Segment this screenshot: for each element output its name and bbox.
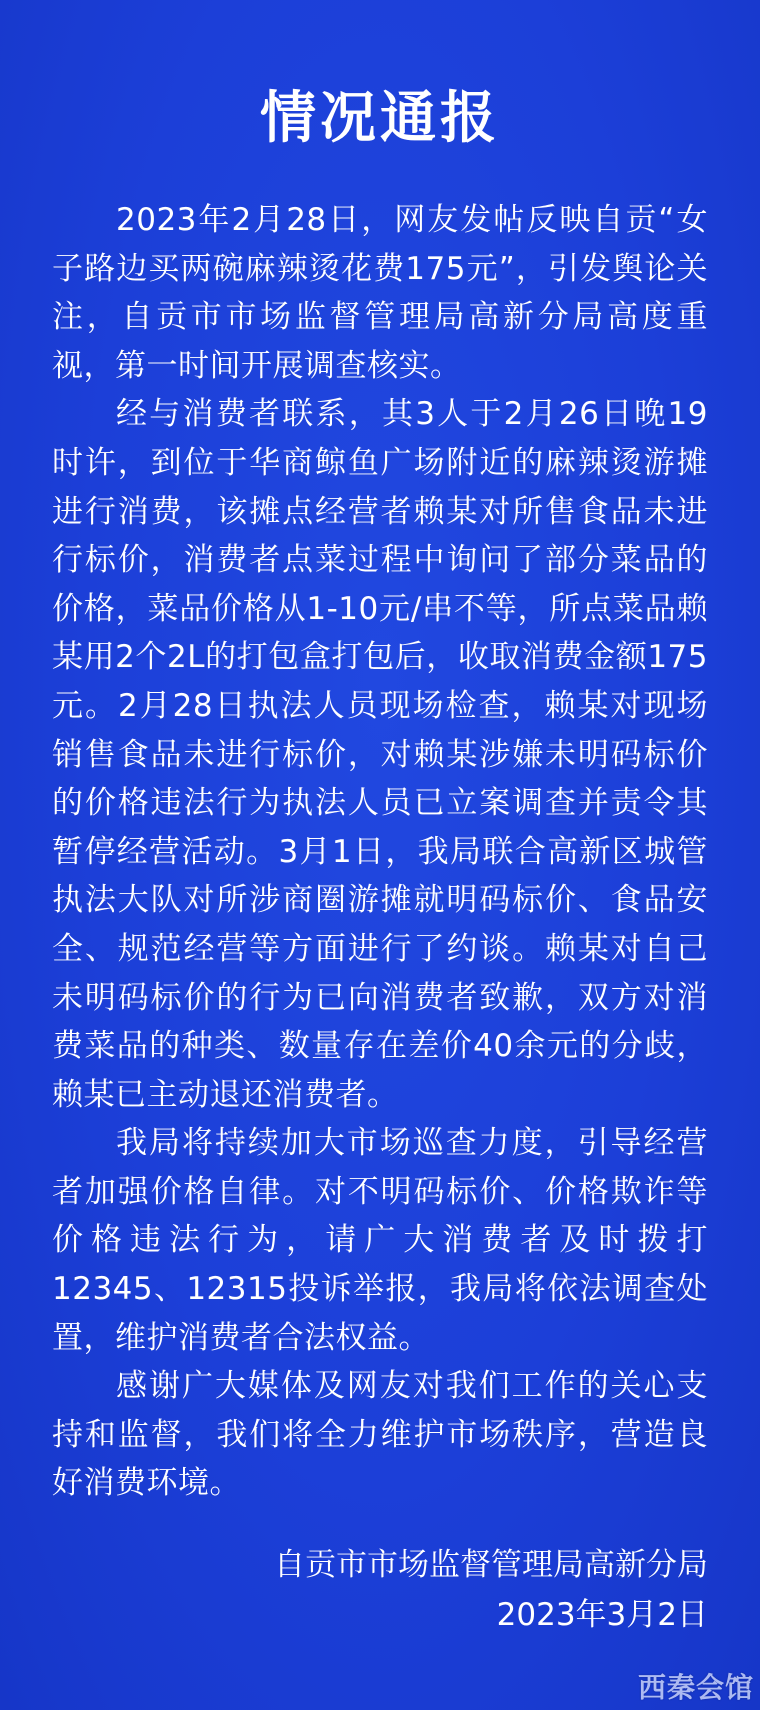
paragraph-1: 2023年2月28日，网友发帖反映自贡“女子路边买两碗麻辣烫花费175元”，引发舆论关注，自贡市市场监督管理局高新分局高度重视，第一时间开展调查核实。 xyxy=(52,202,708,384)
paragraph-3: 我局将持续加大市场巡查力度，引导经营者加强价格自律。对不明码标价、价格欺诈等价格违法行为，请广大消费者及时拨打12345、12315投诉举报，我局将依法调查处置，维护消费者合法权益。 xyxy=(52,1125,708,1356)
paragraph-4: 感谢广大媒体及网友对我们工作的关心支持和监督，我们将全力维护市场秩序，营造良好消费环境。 xyxy=(52,1368,708,1502)
paragraph-2: 经与消费者联系，其3人于2月26日晚19时许，到位于华商鲸鱼广场附近的麻辣烫游摊进行消费，该摊点经营者赖某对所售食品未进行标价，消费者点菜过程中询问了部分菜品的价格，菜品价格从1-10元/串不等，所点菜品赖某用2个2L的打包盒打包后，收取消费金额175元。2月28日执法人员现场检查，赖某对现场销售食品未进行标价，对赖某涉嫌未明码标价的价格违法行为执法人员已立案调查并责令其暂停经营活动。3月1日，我局联合高新区城管执法大队对所涉商圈游摊就明码标价、食品安全、规范经营等方面进行了约谈。赖某对自己未明码标价的行为已向消费者致歉，双方对消费菜品的种类、数量存在差价40余元的分歧，赖某已主动退还消费者。 xyxy=(52,396,708,1113)
page-title: 情况通报 xyxy=(260,85,500,151)
signature-date: 2023年3月2日 xyxy=(496,1597,708,1633)
notice-body xyxy=(52,196,708,1508)
signature-organization: 自贡市市场监督管理局高新分局 xyxy=(274,1547,708,1583)
signature-block xyxy=(274,1540,708,1640)
watermark-logo: 西秦会馆 xyxy=(637,1671,754,1704)
